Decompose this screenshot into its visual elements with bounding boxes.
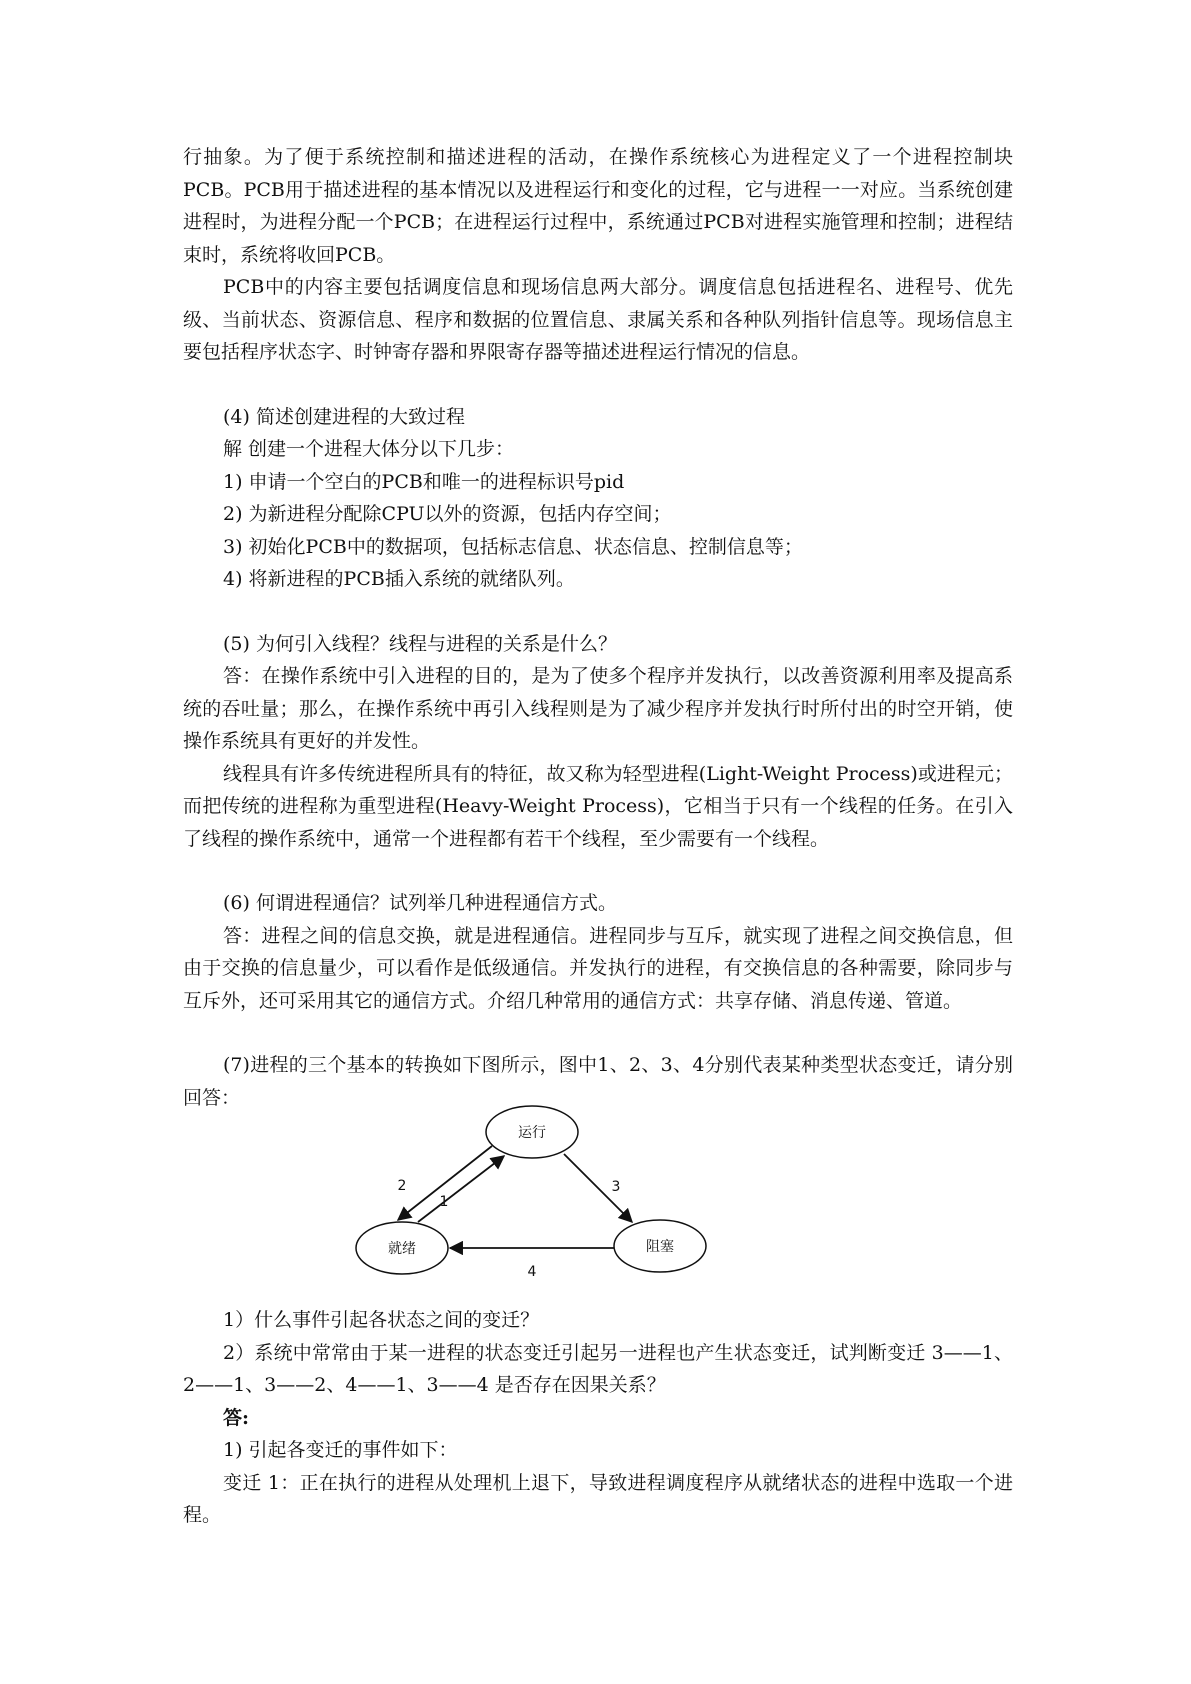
transition-3-arrow — [564, 1154, 632, 1222]
state-blocked-label: 阻塞 — [646, 1239, 674, 1255]
state-ready-label: 就绪 — [388, 1241, 416, 1257]
question-7-answer-1: 1) 引起各变迁的事件如下： — [223, 1439, 458, 1461]
spacer — [183, 855, 1013, 887]
transition-3-label: 3 — [611, 1179, 621, 1195]
transition-1-label: 1 — [439, 1194, 449, 1210]
paragraph-pcb-content: PCB中的内容主要包括调度信息和现场信息两大部分。调度信息包括进程名、进程号、优先级、当前状态、资源信息、程序和数据的位置信息、隶属关系和各种队列指针信息等。现场信息主要包括程序状态字、时钟寄存器和界限寄存器等描述进程运行情况的信息。 — [183, 276, 1013, 363]
transition-4-label: 4 — [527, 1264, 537, 1280]
process-state-diagram — [340, 1098, 740, 1282]
spacer — [183, 369, 1013, 401]
question-6-answer: 答：进程之间的信息交换，就是进程通信。进程同步与互斥，就实现了进程之间交换信息，但由于交换的信息量少，可以看作是低级通信。并发执行的进程，有交换信息的各种需要，除同步与互斥外，还可采用其它的通信方式。介绍几种常用的通信方式：共享存储、消息传递、管道。 — [183, 924, 1013, 1012]
question-6-title: (6) 何谓进程通信？试列举几种进程通信方式。 — [223, 892, 617, 914]
question-5-answer-2: 线程具有许多传统进程所具有的特征，故又称为轻型进程(Light-Weight Process)或进程元；而把传统的进程称为重型进程(Heavy-Weight Process)，它相当于只有一个线程的任务。在引入了线程的操作系统中，通常一个进程都有若干个线程，至少需要有一个线程。 — [183, 762, 1013, 850]
question-4-intro: 解 创建一个进程大体分以下几步： — [223, 438, 515, 460]
question-7-sub-2: 2）系统中常常由于某一进程的状态变迁引起另一进程也产生状态变迁，试判断变迁 3——1、2——1、3——2、4——1、3——4 是否存在因果关系？ — [183, 1341, 1013, 1396]
question-7-title: (7)进程的三个基本的转换如下图所示，图中1、2、3、4分别代表某种类型状态变迁，请分别回答： — [183, 1054, 1013, 1109]
question-4-title: (4) 简述创建进程的大致过程 — [223, 405, 465, 428]
question-4-step-4: 4) 将新进程的PCB插入系统的就绪队列。 — [223, 568, 575, 590]
question-7-sub-1: 1）什么事件引起各状态之间的变迁？ — [223, 1309, 540, 1331]
question-4-step-2: 2) 为新进程分配除CPU以外的资源，包括内存空间； — [223, 503, 672, 525]
question-7-answer-label: 答: — [223, 1406, 250, 1429]
transition-2-label: 2 — [397, 1178, 407, 1194]
spacer — [183, 1017, 1013, 1049]
spacer — [183, 596, 1013, 628]
question-4-step-3: 3) 初始化PCB中的数据项，包括标志信息、状态信息、控制信息等； — [223, 535, 803, 558]
transition-1-arrow — [418, 1156, 504, 1222]
question-5-answer-1: 答：在操作系统中引入进程的目的，是为了使多个程序并发执行，以改善资源利用率及提高系统的吞吐量；那么，在操作系统中再引入线程则是为了减少程序并发执行时所付出的时空开销，使操作系统具有更好的并发性。 — [183, 665, 1013, 752]
state-running-label: 运行 — [518, 1125, 546, 1141]
document-body — [183, 141, 1013, 1532]
question-7-answer-2: 变迁 1：正在执行的进程从处理机上退下，导致进程调度程序从就绪状态的进程中选取一个进程。 — [183, 1471, 1013, 1526]
question-4-step-1: 1) 申请一个空白的PCB和唯一的进程标识号pid — [223, 470, 625, 493]
question-5-title: (5) 为何引入线程？线程与进程的关系是什么？ — [223, 632, 617, 655]
paragraph-pcb-intro: 行抽象。为了便于系统控制和描述进程的活动，在操作系统核心为进程定义了一个进程控制块PCB。PCB用于描述进程的基本情况以及进程运行和变化的过程，它与进程一一对应。当系统创建进程时，为进程分配一个PCB；在进程运行过程中，系统通过PCB对进程实施管理和控制；进程结束时，系统将收回PCB。 — [183, 146, 1013, 266]
